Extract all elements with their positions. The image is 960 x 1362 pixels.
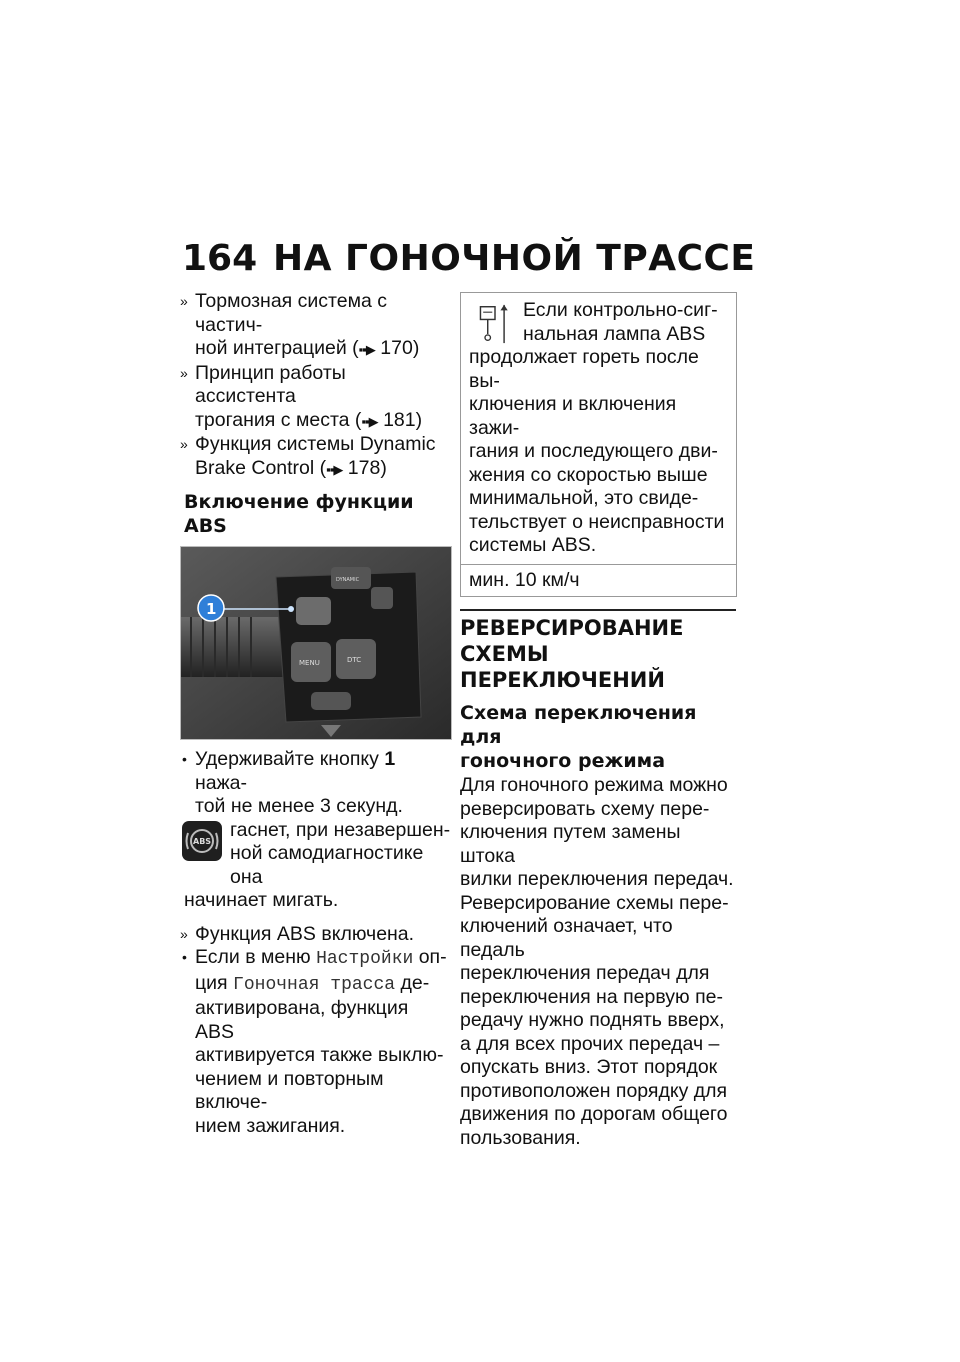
ref-marker: » [180,925,188,942]
warning-note-box [460,292,737,597]
step-text: активирована, функция ABS [195,997,409,1043]
section-title-line: СХЕМЫ ПЕРЕКЛЮЧЕНИЙ [460,642,665,692]
section-divider [460,609,736,611]
step-hold-button [180,748,452,819]
page-ref-arrow-icon: ▪▪▶ [326,461,343,477]
abs-icon-label: ABS [193,836,212,846]
step-text: ция [195,971,234,994]
body-line: Реверсирование схемы пере- [460,891,729,914]
body-line: переключения на первую пе- [460,985,723,1008]
ref-text: Brake Control ( [195,456,327,479]
step-text: начинает мигать. [184,889,339,911]
ref-suffix: ) [412,337,420,359]
page-title: НА ГОНОЧНОЙ ТРАССЕ [273,238,756,279]
ref-marker: » [180,436,188,452]
body-line: редачу нужно поднять вверх, [460,1009,725,1031]
ref-text: Принцип работы ассистента [195,361,346,407]
page-ref-arrow-icon: ▪▪▶ [361,413,378,429]
ref-page[interactable]: 170 [380,337,413,359]
section-title-line: РЕВЕРСИРОВАНИЕ [460,616,684,640]
dtc-button-label: DTC [347,656,362,664]
result-item [180,923,452,947]
page-number: 164 [182,238,258,279]
note-text: системы ABS. [469,534,597,556]
step-text: той не менее 3 секунд. [195,795,403,817]
ref-text: трогания с места ( [195,408,362,431]
step-text: Если в меню [195,946,317,968]
handlebar-switch-photo [180,546,452,740]
ref-page[interactable]: 181 [383,408,416,431]
note-text: гания и последующего дви- [469,440,718,462]
step-text: чением и повторным включе- [195,1067,384,1113]
body-line: противоположен порядку для [460,1079,728,1102]
body-line: ключения путем замены штока [460,821,681,867]
dynamic-button-label: DYNAMIC [336,577,360,583]
ref-text: Тормозная система с частич- [195,290,388,336]
note-text: нальная лампа ABS [523,322,706,345]
step-text: оп- [413,946,447,968]
body-line: реверсировать схему пере- [460,797,710,820]
note-text: Если контрольно-сиг- [523,299,718,321]
bullet-marker: • [182,949,187,965]
body-line: пользования. [460,1126,581,1149]
step-text: нажа- [195,771,247,794]
bullet-marker: • [182,751,187,767]
ref-marker: » [180,293,188,309]
step-text: нием зажигания. [195,1114,346,1137]
minimum-speed-value: мин. 10 км/ч [461,564,736,597]
ref-suffix: ) [380,456,387,479]
step-text: Удерживайте кнопку [195,748,385,770]
step-button-number: 1 [384,748,396,770]
body-paragraph [460,774,740,1150]
abs-indicator-note [180,819,452,890]
note-text: жения со скоростью выше [469,463,708,486]
abs-warning-lamp-icon [182,821,222,861]
reference-item[interactable] [180,362,452,434]
subsection-title [460,701,740,773]
body-line: опускать вниз. Этот порядок [460,1056,718,1078]
callout-1: 1 [206,600,217,618]
minimum-value-icon [475,303,515,345]
option-name: Гоночная трасса [233,974,396,995]
ref-page[interactable]: 178 [347,456,381,479]
subsection-title-line: гоночного режима [460,750,666,772]
right-column [460,292,740,1150]
menu-name: Настройки [316,949,414,969]
step-text: гаснет, при незавершен- [230,818,451,841]
step-text: де- [395,971,430,994]
body-line: Для гоночного режима можно [460,774,728,796]
ref-marker: » [180,364,188,381]
note-text: тельствует о неисправности [469,510,725,533]
ref-text: ной интеграцией ( [195,337,359,359]
body-line: переключения передач для [460,962,710,984]
note-text: продолжает гореть после вы- [469,346,699,392]
step-text: активируется также выклю- [195,1044,444,1066]
step-menu-note [180,946,452,1138]
section-title [460,615,740,693]
note-text: ключения и включения зажи- [469,393,677,439]
left-column [180,290,452,1138]
result-text: Функция ABS включена. [195,922,415,945]
body-line: ключений означает, что педаль [460,915,673,961]
menu-button-label: MENU [299,659,320,667]
ref-suffix: ) [415,408,423,431]
reference-item[interactable] [180,290,452,362]
ref-text: Функция системы Dynamic [195,433,436,455]
note-text: минимальной, это свиде- [469,487,699,509]
page-ref-arrow-icon: ▪▪▶ [358,342,375,357]
subsection-title-line: Схема переключения для [460,702,697,748]
body-line: вилки переключения передач. [460,868,734,890]
body-line: а для всех прочих передач – [460,1032,720,1055]
step-text: ной самодиагностике она [230,842,424,888]
body-line: движения по дорогам общего [460,1103,728,1125]
handlebar-grip [181,617,291,677]
subheading-abs: Включение функции ABS [184,491,414,537]
reference-item[interactable] [180,433,452,481]
